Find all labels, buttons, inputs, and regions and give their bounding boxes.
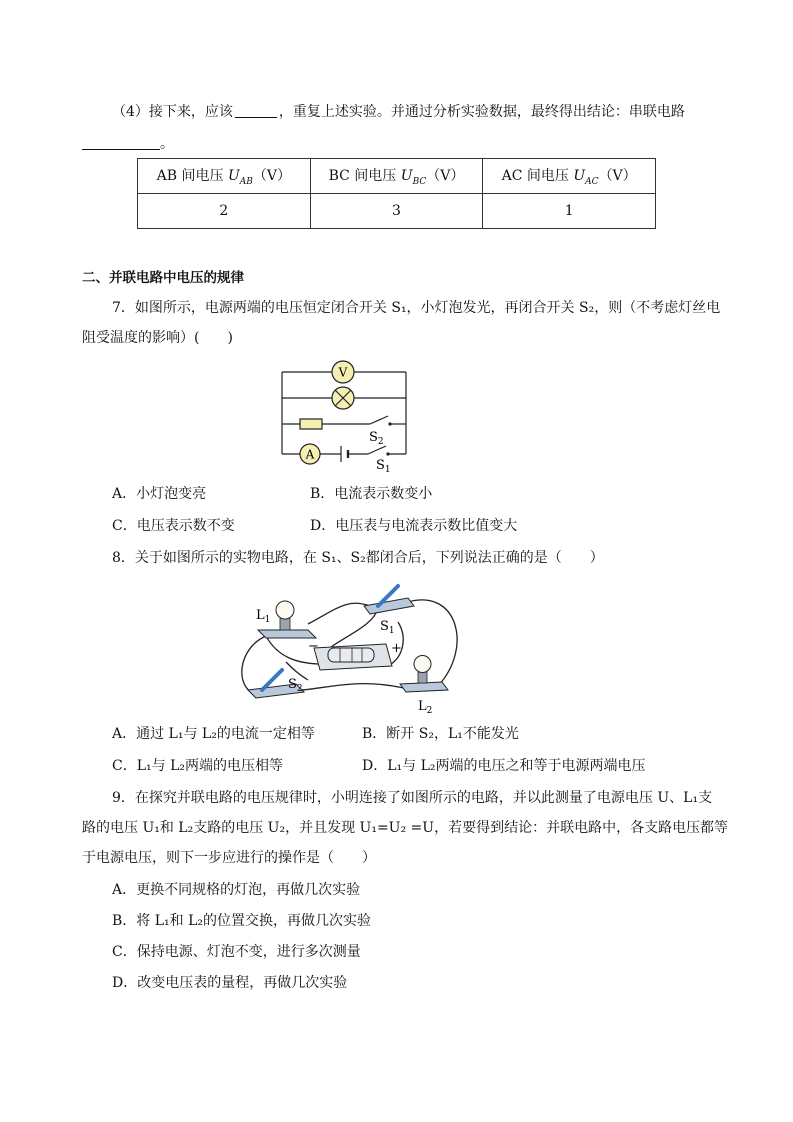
battery-plus-label: + (391, 641, 402, 656)
table-header-cell: AC 间电压 $U_{AC}(V)$ (483, 159, 656, 194)
switch-s1 (364, 586, 414, 614)
battery-holder (314, 644, 392, 670)
switch-s2-label: $S_2$ (369, 430, 384, 447)
switch-s1-contact (386, 452, 389, 455)
q8-physical-circuit-figure (228, 578, 468, 720)
q6-line2-post: 。 (160, 136, 174, 152)
q8-option-a[interactable]: A．通过 L₁与 L₂的电流一定相等 (112, 726, 315, 742)
q7-option-c[interactable]: C．电压表示数不变 (112, 518, 235, 534)
voltage-table (137, 158, 656, 229)
q7-line2: 阻受温度的影响）( ) (82, 330, 233, 346)
q9-option-a[interactable]: A．更换不同规格的灯泡，再做几次实验 (112, 882, 361, 898)
q9-option-d[interactable]: D．改变电压表的量程，再做几次实验 (112, 975, 348, 991)
q9-line2: 路的电压 U₁和 L₂支路的电压 U₂，并且发现 U₁=U₂ =U，若要得到结论：并联电路中，各支路电压都等 (82, 820, 729, 836)
table-header-cell: AB 间电压 $U_{AB}(V)$ (138, 159, 311, 194)
switch-s1-label: $S_1$ (376, 458, 391, 474)
q9-line3: 于电源电压，则下一步应进行的操作是（ ） (82, 850, 376, 866)
table-header-row (138, 159, 656, 194)
q6-line1-post: ，重复上述实验。并通过分析实验数据，最终得出结论：串联电路 (278, 104, 685, 120)
table-cell: 1 (483, 194, 656, 229)
q9-line1: 9．在探究并联电路的电压规律时，小明连接了如图所示的电路，并以此测量了电源电压 U、L₁支 (112, 790, 713, 806)
table-header-cell: BC 间电压 $U_{BC}(V)$ (310, 159, 483, 194)
voltmeter-label: V (338, 365, 348, 380)
table-cell: 2 (138, 194, 311, 229)
q6-line1-pre: （4）接下来，应该 (112, 104, 233, 120)
q9-option-c[interactable]: C．保持电源、灯泡不变，进行多次测量 (112, 944, 361, 960)
ammeter-label: A (305, 447, 315, 462)
switch-s1-label: $S_1$ (380, 619, 395, 636)
q8-option-c[interactable]: C．L₁与 L₂两端的电压相等 (112, 758, 283, 774)
q9-option-b[interactable]: B．将 L₁和 L₂的位置交换，再做几次实验 (112, 913, 372, 929)
switch-s2-contact (388, 422, 391, 425)
switch-s2-label: $S_2$ (288, 677, 303, 694)
lamp-l1-label: $L_1$ (256, 608, 271, 625)
lamp-l2 (400, 656, 448, 693)
section-title: 二、并联电路中电压的规律 (82, 270, 244, 286)
q8-option-d[interactable]: D．L₁与 L₂两端的电压之和等于电源两端电压 (362, 758, 646, 774)
q7-option-d[interactable]: D．电压表与电流表示数比值变大 (310, 518, 518, 534)
resistor-symbol (300, 419, 322, 429)
battery-symbol (341, 446, 348, 462)
q6-blank-2[interactable] (82, 135, 160, 150)
q8-line1: 8．关于如图所示的实物电路，在 S₁、S₂都闭合后，下列说法正确的是（ ） (112, 550, 604, 566)
table-row (138, 194, 656, 229)
q7-circuit-diagram (270, 358, 420, 474)
q7-option-b[interactable]: B．电流表示数变小 (310, 486, 433, 502)
lamp-l2-label: $L_2$ (418, 699, 433, 716)
q6-blank-1[interactable] (235, 103, 277, 118)
q6-line1 (112, 102, 685, 122)
q6-line2 (82, 134, 174, 154)
q7-line1: 7．如图所示，电源两端的电压恒定闭合开关 S₁，小灯泡发光，再闭合开关 S₂，则（不考虑灯丝电 (112, 300, 721, 316)
battery-minus-label: − (308, 639, 319, 654)
q8-option-b[interactable]: B．断开 S₂，L₁不能发光 (362, 726, 519, 742)
table-cell: 3 (310, 194, 483, 229)
q7-option-a[interactable]: A．小灯泡变亮 (112, 486, 207, 502)
